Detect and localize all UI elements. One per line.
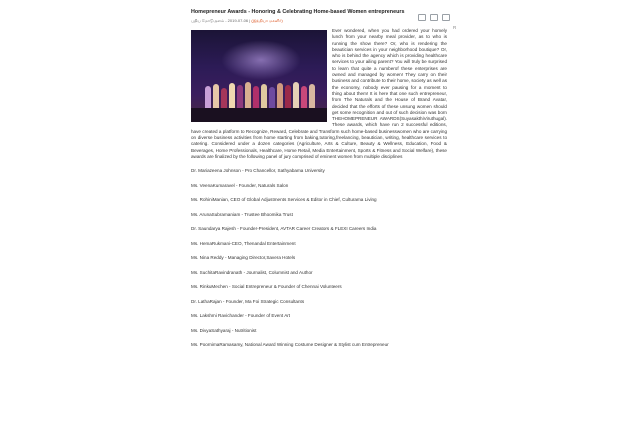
jury-member: Ms. RohiniManian, CEO of Global Adjustments Services & Editor in Chief, Culturama Living	[191, 197, 377, 203]
share-toolbar	[418, 14, 450, 21]
category-label: இந்தியா மகளிர்	[252, 18, 282, 23]
jury-member: Dr. Saundarya Rajesh - Founder-President, AVTAR Career Creators & FLEXI Careers India	[191, 226, 377, 232]
meta-sep-1: -	[225, 18, 228, 23]
jury-list	[191, 168, 447, 348]
print-icon[interactable]	[418, 14, 426, 21]
jury-member: Ms. ArunaSubramaniam - Trustee Bhoomika Trust	[191, 211, 293, 217]
stage-floor	[191, 108, 327, 122]
jury-member: Ms. Lakshmi Ravichander - Founder of Event Art	[191, 313, 291, 319]
article	[191, 9, 447, 357]
jury-member: Ms. DivyaSathyaraj - Nutritionist	[191, 327, 257, 333]
date: 2019-07-06	[227, 18, 249, 23]
jury-member: Ms. Nina Reddy - Managing Director,Savera Hotels	[191, 255, 296, 261]
share-icon[interactable]	[442, 14, 450, 21]
category-link[interactable]: (இந்தியா மகளிர்)	[251, 18, 283, 23]
article-paragraph: Ever wondered, when you had ordered your homely lunch from your nearby meal provider, as to who is running the show there? Or, who is rendering the beautician services in your neighborhood boutique? Or, who is behind the agency which is providing healthcare services to your ailing parent? You will truly be surprised to learn that quite a numberof these enterprises are owned and managed by women! They carry on their business and contribute to their home, society as well as the economy, nobody ever pausing for a moment to thing about them! It is here that one such entrepreneur, from The Naturals and the House of Brand Avatar, decided that the efforts of these unsung women should get some recognition and out of such decision was born THEHOMEPRENEUR AWARDS(SuyasakthiViruthugal). These awards, which have run 2 successful editions, have created a platform to Recognize, Reward, Celebrate and Transform such home-based businesswomen who are carrying on diverse business activities from home starting from baking,tutoring,freelancing, beautician, writing, healthcare services to catering. Considered under a dozen categories (Agriculture, Arts & Culture, Beauty & Wellness, Education, Food & Beverages, Home Professionals, Healthcare, Home Retail, Media Entertainment, Sports & Fitness and Social Welfare), these awards are finalized by the following panel of jury comprised of eminent women from multiple disciplines	[191, 28, 447, 159]
stage-light	[221, 40, 301, 80]
jury-member: Ms. HemaRukmani-CEO, Thenandal Entertainment	[191, 240, 296, 246]
author[interactable]: புதிய மோடு தளம்	[191, 18, 225, 23]
jury-member: Ms. SuchitaRavindranath - Journalist, Columnist and Author	[191, 269, 313, 275]
jury-member: Ms. RinkuMechen - Social Entrepreneur & Founder of Chennai Volunteers	[191, 284, 342, 290]
jury-member: Dr. LathaRajan - Founder, Ma Foi Strategic Consultants	[191, 298, 305, 304]
article-meta	[191, 18, 447, 24]
side-mark: R	[453, 25, 457, 30]
email-icon[interactable]	[430, 14, 438, 21]
jury-member: Ms. VeenaKumaravel - Founder, Naturals Salon	[191, 182, 289, 188]
article-title: Homepreneur Awards - Honoring & Celebrating Home-based Women entrepreneurs	[191, 9, 405, 15]
award-photo	[191, 30, 327, 122]
award-winners-group	[205, 78, 315, 112]
jury-member: Ms. PoornimaRamasamy, National Award Winning Costume Designer & Stylist cum Entrepreneur	[191, 342, 389, 348]
meta-sep-2: |	[249, 18, 252, 23]
jury-member: Dr. Mariazeena Johnson - Pro Chancellor, Sathyabama University	[191, 168, 325, 174]
